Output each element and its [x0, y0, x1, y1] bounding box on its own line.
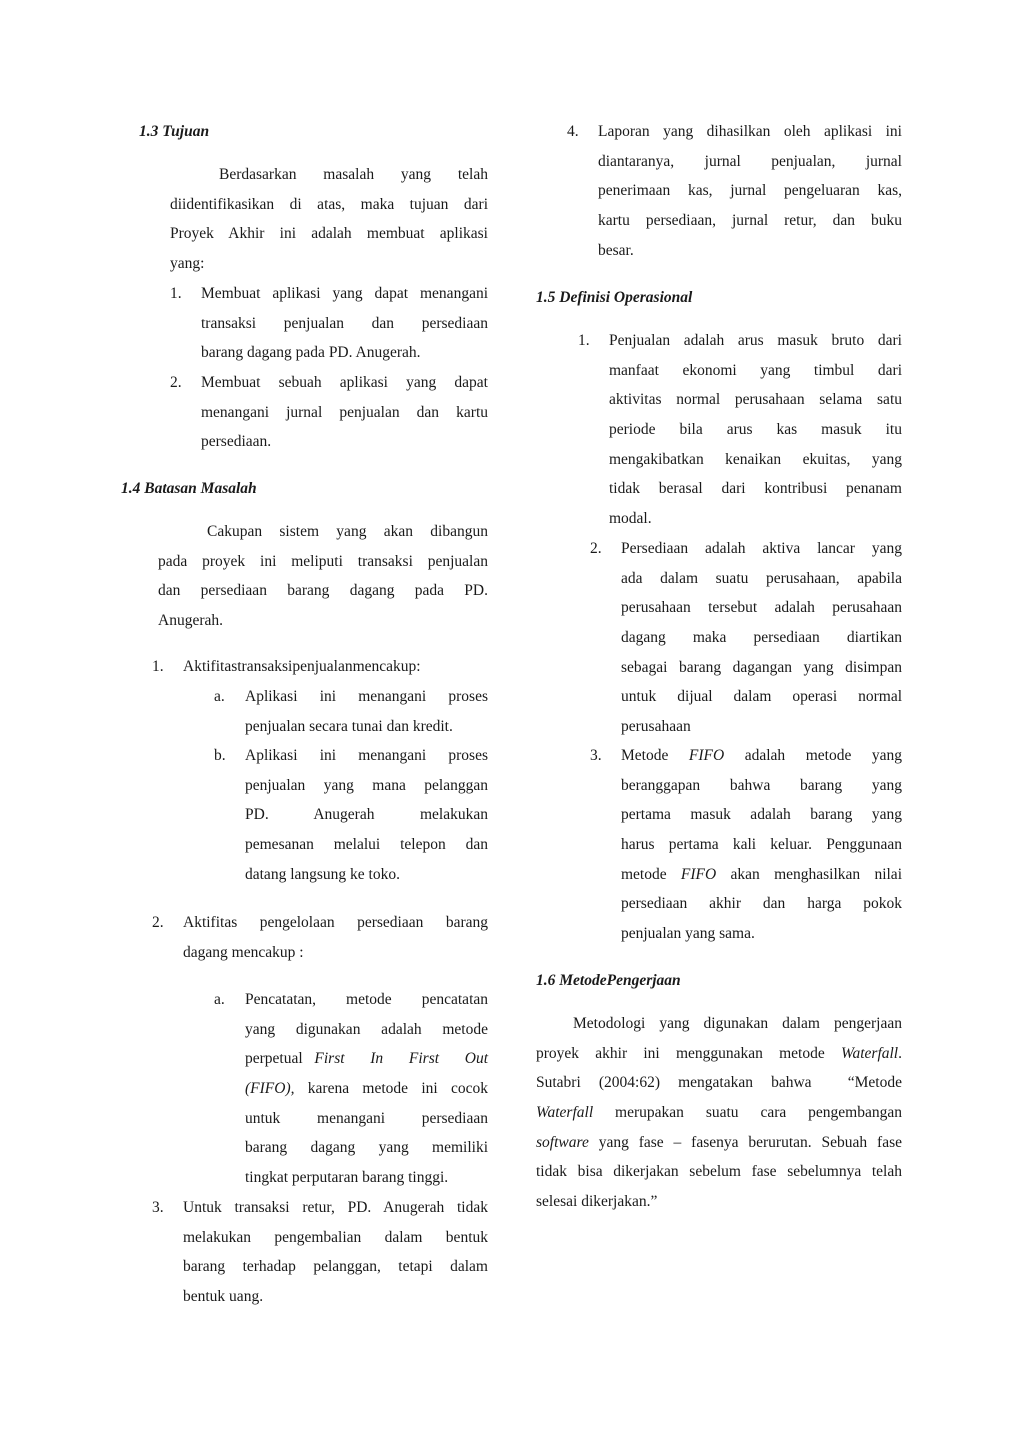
text-line: tidak bisa dikerjakan sebelum fase sebelumnya telah [536, 1163, 902, 1181]
text-run: . [898, 1044, 902, 1062]
text-line: transaksi penjualan dan persediaan [201, 314, 488, 332]
list-letter: b. [214, 747, 226, 764]
list-item [609, 326, 902, 534]
sub-list-item [245, 985, 488, 1193]
text-line: harus pertama kali keluar. Penggunaan [621, 836, 902, 854]
list-item [621, 534, 902, 742]
text-line: tingkat perputaran barang tinggi. [245, 1169, 449, 1187]
text-run: proyek akhir ini menggunakan metode [536, 1044, 841, 1062]
text-line [621, 860, 902, 890]
list-item [201, 368, 488, 457]
text-line: Laporan yang dihasilkan oleh aplikasi ini [598, 123, 902, 140]
text-line [536, 1128, 902, 1158]
text-line: perusahaan [621, 718, 691, 736]
text-line: dagang mencakup : [183, 943, 304, 961]
text-line: Berdasarkan masalah yang telah [219, 166, 488, 183]
text-line [621, 741, 902, 771]
text-line: pertama masuk adalah barang yang [621, 806, 902, 824]
text-line: pada proyek ini meliputi transaksi penjualan [158, 552, 488, 570]
list-number: 1. [170, 285, 182, 302]
section-heading-1-3: 1.3 Tujuan [139, 123, 210, 140]
text-line: manfaat ekonomi yang timbul dari [609, 361, 902, 379]
text-line: Aktifitas pengelolaan persediaan barang [183, 914, 488, 931]
text-line: kartu persediaan, jurnal retur, dan buku [598, 212, 902, 230]
list-number: 2. [590, 540, 602, 557]
text-line: selesai dikerjakan.” [536, 1193, 658, 1211]
text-run-italic: Waterfall [840, 1044, 899, 1062]
sub-list-item [245, 741, 488, 889]
text-line: Proyek Akhir ini adalah membuat aplikasi [170, 225, 488, 243]
text-line: modal. [609, 510, 652, 528]
text-line: Persediaan adalah aktiva lancar yang [621, 540, 902, 557]
text-run: Metode [621, 747, 689, 764]
text-line: Penjualan adalah arus masuk bruto dari [609, 332, 902, 349]
text-line: pemesanan melalui telepon dan [245, 836, 488, 854]
text-line [536, 1039, 902, 1069]
text-line: datang langsung ke toko. [245, 865, 400, 883]
list-item [621, 741, 902, 949]
text-run-italic: FIFO [680, 865, 717, 883]
list-letter: a. [214, 991, 225, 1008]
text-run-italic: software [536, 1133, 589, 1151]
text-line: ada dalam suatu perusahaan, apabila [621, 569, 902, 587]
text-line: penjualan secara tunai dan kredit. [245, 717, 453, 735]
list-number: 3. [590, 747, 602, 764]
list-number: 4. [567, 123, 579, 140]
section-heading-1-6: 1.6 MetodePengerjaan [536, 972, 681, 989]
text-line: barang dagang yang memiliki [245, 1139, 488, 1157]
section-1-6-paragraph [536, 1009, 902, 1217]
text-line: aktivitas normal perusahaan selama satu [609, 391, 902, 409]
sub-list-item [245, 682, 488, 741]
text-run-italic: First In First Out [314, 1050, 488, 1068]
text-line: dan persediaan barang dagang pada PD. [158, 582, 488, 600]
text-line: untuk dijual dalam operasi normal [621, 688, 902, 706]
list-item-text: Aktifitastransaksipenjualanmencakup: [183, 658, 421, 675]
text-line: yang: [170, 255, 205, 273]
list-item [183, 1193, 488, 1312]
text-line: Aplikasi ini menangani proses [245, 688, 488, 705]
list-number: 3. [152, 1199, 164, 1216]
section-heading-1-5: 1.5 Definisi Operasional [536, 289, 693, 306]
text-run: metode [621, 865, 681, 883]
text-line: untuk menangani persediaan [245, 1109, 488, 1127]
text-line: Pencatatan, metode pencatatan [245, 991, 488, 1008]
text-run: merupakan suatu cara pengembangan [593, 1104, 902, 1122]
text-line: Untuk transaksi retur, PD. Anugerah tidak [183, 1199, 488, 1216]
text-run: perpetual [245, 1050, 315, 1068]
list-item [598, 117, 902, 265]
text-line: besar. [598, 241, 634, 259]
section-heading-1-4: 1.4 Batasan Masalah [121, 480, 257, 497]
text-line: persediaan. [201, 433, 272, 451]
text-run: adalah metode yang [724, 747, 902, 764]
text-line: yang digunakan adalah metode [245, 1020, 488, 1038]
text-line: barang dagang pada PD. Anugerah. [201, 344, 421, 362]
text-line: Membuat aplikasi yang dapat menangani [201, 285, 488, 302]
text-line [245, 1074, 488, 1104]
text-line: penerimaan kas, jurnal pengeluaran kas, [598, 182, 902, 200]
text-line: dagang maka persediaan diartikan [621, 629, 902, 647]
text-line: tidak berasal dari kontribusi penanam [609, 480, 902, 498]
text-line: Metodologi yang digunakan dalam pengerjaan [573, 1015, 902, 1032]
text-line: penjualan yang mana pelanggan [245, 776, 488, 794]
text-line: Membuat sebuah aplikasi yang dapat [201, 374, 488, 391]
section-1-3-intro [170, 160, 488, 279]
text-run-italic: (FIFO), [245, 1080, 295, 1098]
text-line [536, 1098, 902, 1128]
list-number: 1. [152, 658, 164, 675]
text-line: persediaan akhir dan harga pokok [621, 895, 902, 913]
text-run-italic: Waterfall [536, 1104, 594, 1122]
text-run-italic: FIFO [688, 747, 725, 764]
text-line: periode bila arus kas masuk itu [609, 421, 902, 439]
list-letter: a. [214, 688, 225, 705]
text-line: menangani jurnal penjualan dan kartu [201, 403, 488, 421]
text-line: diidentifikasikan di atas, maka tujuan dari [170, 195, 488, 213]
text-line: sebagai barang dagangan yang disimpan [621, 658, 902, 676]
text-line: penjualan yang sama. [621, 925, 755, 943]
text-line: Aplikasi ini menangani proses [245, 747, 488, 764]
list-number: 1. [578, 332, 590, 349]
text-line: PD. Anugerah melakukan [245, 806, 488, 824]
list-item [201, 279, 488, 368]
text-line: diantaranya, jurnal penjualan, jurnal [598, 152, 902, 170]
text-line [245, 1044, 488, 1074]
section-1-4-intro [158, 517, 488, 636]
text-line: mengakibatkan kenaikan ekuitas, yang [609, 450, 902, 468]
list-number: 2. [152, 914, 164, 931]
text-run: akan menghasilkan nilai [716, 865, 902, 883]
text-run: yang fase – fasenya berurutan. Sebuah fase [588, 1133, 902, 1151]
text-line: melakukan pengembalian dalam bentuk [183, 1228, 488, 1246]
text-line: Cakupan sistem yang akan dibangun [207, 523, 488, 540]
text-line: bentuk uang. [183, 1288, 264, 1306]
list-number: 2. [170, 374, 182, 391]
text-line: Sutabri (2004:62) mengatakan bahwa “Metode [536, 1074, 902, 1092]
text-line: barang terhadap pelanggan, tetapi dalam [183, 1258, 488, 1276]
list-item [183, 908, 488, 967]
text-line: Anugerah. [158, 612, 223, 630]
text-line: perusahaan tersebut adalah perusahaan [621, 599, 902, 617]
text-line: beranggapan bahwa barang yang [621, 776, 902, 794]
text-run: karena metode ini cocok [294, 1080, 488, 1098]
